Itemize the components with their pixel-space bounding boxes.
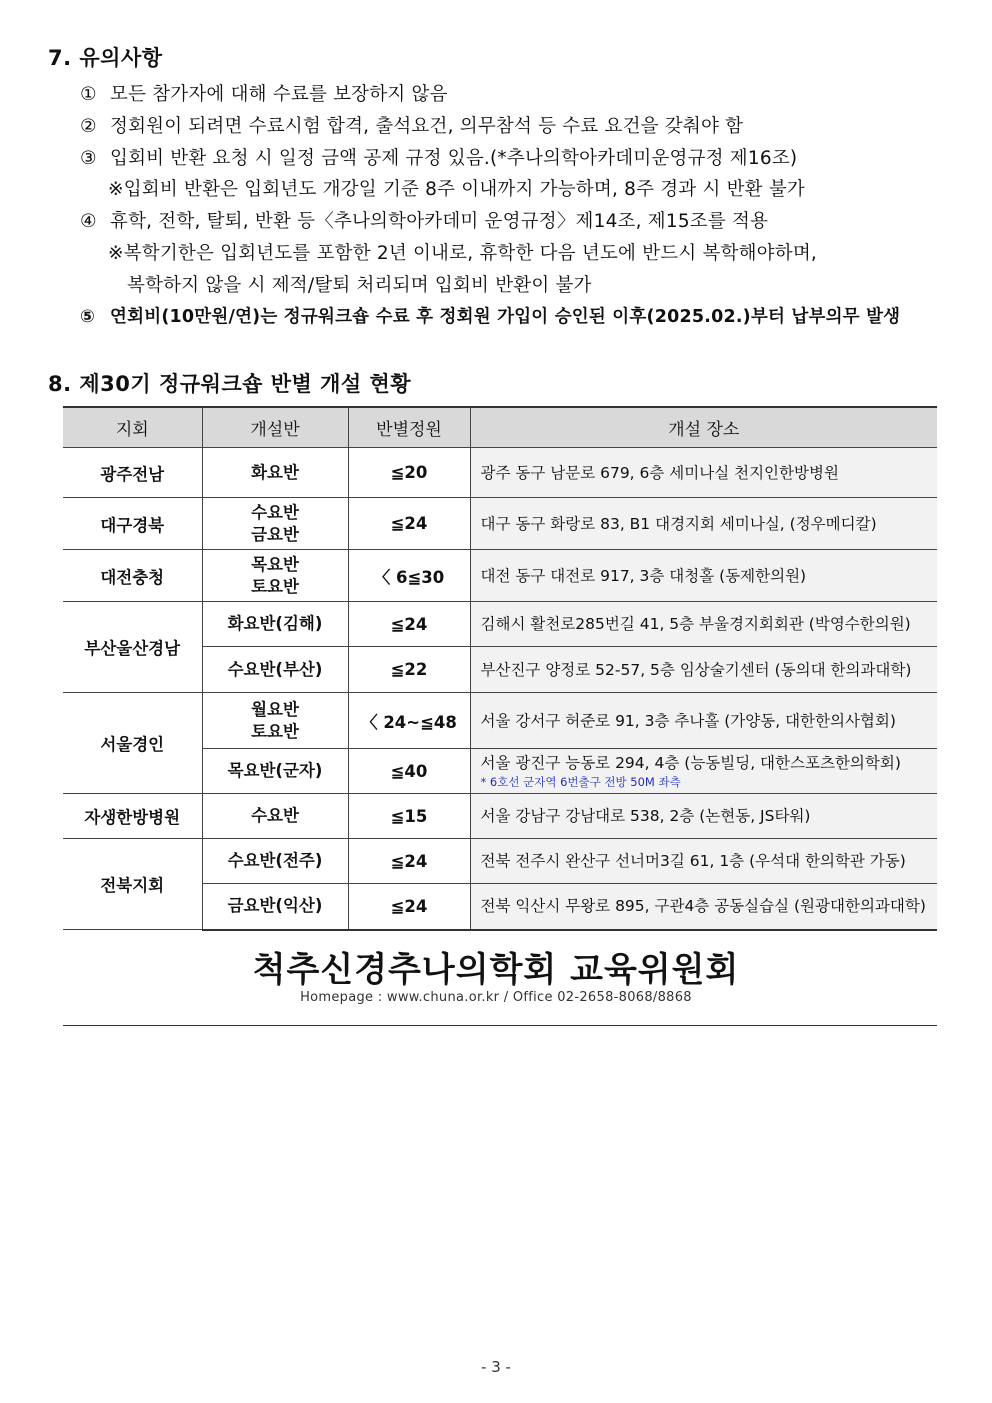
capacity-cell: ≦24: [348, 498, 470, 550]
location-text: 서울 강서구 허준로 91, 3층 추나홀 (가양동, 대한한의사협회): [480, 711, 896, 730]
class-label: 화요반(김해): [227, 614, 323, 633]
location-text: 전북 익산시 무왕로 895, 구관4층 공동실습실 (원광대한의과대학): [480, 897, 926, 916]
table-header-row: [63, 407, 937, 448]
class-label: 목요반(군자): [227, 761, 323, 780]
note-text: ※입회비 반환은 입회년도 개강일 기준 8주 이내까지 가능하며, 8주 경과 시 반환 불가: [108, 179, 805, 200]
table-row: [63, 794, 937, 839]
class-cell: [202, 884, 348, 930]
note-2: [80, 112, 743, 138]
class-label: 수요반: [251, 806, 299, 825]
capacity-cell: ≦24: [348, 884, 470, 930]
note-text: 복학하지 않을 시 제적/탈퇴 처리되며 입회비 반환이 불가: [127, 275, 592, 296]
class-cell: [202, 602, 348, 647]
note-number: ②: [80, 116, 97, 137]
note-text: ※복학기한은 입회년도를 포함한 2년 이내로, 휴학한 다음 년도에 반드시 복학해야하며,: [108, 243, 817, 264]
note-4-sub: [108, 239, 817, 265]
class-label: 금요반: [251, 524, 299, 544]
class-label: 금요반(익산): [227, 896, 323, 916]
location-text: 전북 전주시 완산구 선너머3길 61, 1층 (우석대 한의학관 가동): [480, 852, 906, 870]
location-note: * 6호선 군자역 6번출구 전방 50M 좌측: [480, 775, 681, 789]
class-cell: [202, 647, 348, 693]
location-cell: [470, 647, 937, 693]
note-text: 정회원이 되려면 수료시험 합격, 출석요건, 의무참석 등 수료 요건을 갖춰야 함: [110, 116, 744, 137]
branch-cell: 대전충청: [63, 550, 202, 602]
branch-cell: 대구경북: [63, 498, 202, 550]
note-5: [80, 303, 900, 328]
location-cell: [470, 550, 937, 602]
note-1: [80, 80, 448, 106]
note-number: ⑤: [80, 307, 96, 327]
capacity-cell: ≦24: [348, 839, 470, 884]
organization-name: 척추신경추나의학회 교육위원회: [252, 950, 740, 990]
note-text: 연회비(10만원/연)는 정규워크숍 수료 후 정회원 가입이 승인된 이후(2025.02.)부터 납부의무 발생: [110, 307, 901, 327]
class-label: 화요반: [251, 462, 299, 482]
branch-cell: 서울경인: [63, 693, 202, 794]
class-cell: [202, 794, 348, 839]
class-cell: [202, 749, 348, 794]
location-text: 김해시 활천로285번길 41, 5층 부울경지회회관 (박영수한의원): [480, 615, 911, 633]
table-row: [63, 550, 937, 602]
class-label: 토요반: [251, 576, 299, 596]
location-text: 대구 동구 화랑로 83, B1 대경지회 세미나실, (정우메디칼): [480, 514, 877, 533]
note-4-sub-cont: [127, 271, 592, 297]
location-cell: [470, 448, 937, 498]
note-text: 휴학, 전학, 탈퇴, 반환 등〈추나의학아카데미 운영규정〉제14조, 제15조를 적용: [110, 211, 769, 232]
header-location: 개설 장소: [470, 407, 937, 448]
page-number: - 3 -: [481, 1358, 511, 1376]
location-cell: [470, 884, 937, 930]
note-number: ③: [80, 148, 97, 169]
class-label: 수요반(부산): [227, 659, 323, 679]
location-cell: [470, 749, 937, 794]
class-cell: [202, 498, 348, 550]
table-row: [63, 448, 937, 498]
class-label: 수요반(전주): [227, 851, 323, 870]
branch-cell: 전북지회: [63, 839, 202, 930]
class-cell: [202, 693, 348, 749]
note-3: [80, 144, 797, 170]
location-cell: [470, 498, 937, 550]
location-cell: [470, 794, 937, 839]
location-cell: [470, 602, 937, 647]
header-branch: 지회: [63, 407, 202, 448]
capacity-cell: ≦20: [348, 448, 470, 498]
contact-info: Homepage : www.chuna.or.kr / Office 02-2658-8068/8868: [300, 990, 692, 1005]
location-text: 대전 동구 대전로 917, 3층 대청홀 (동제한의원): [480, 566, 807, 585]
section-8-title: 8. 제30기 정규워크숍 반별 개설 현황: [48, 372, 412, 396]
table-row: [63, 839, 937, 884]
note-text: 모든 참가자에 대해 수료를 보장하지 않음: [110, 84, 448, 105]
note-text: 입회비 반환 요청 시 일정 금액 공제 규정 있음.(*추나의학아카데미운영규정 제16조): [110, 148, 798, 169]
capacity-cell: ≦15: [348, 794, 470, 839]
table-row: [63, 498, 937, 550]
class-label: 월요반: [251, 699, 299, 719]
capacity-cell: ≦22: [348, 647, 470, 693]
note-number: ①: [80, 84, 97, 105]
location-cell: [470, 839, 937, 884]
class-cell: [202, 448, 348, 498]
note-4: [80, 207, 768, 233]
capacity-cell: ≦40: [348, 749, 470, 794]
capacity-cell: 〈 24~≦48: [348, 693, 470, 749]
capacity-cell: 〈 6≦30: [348, 550, 470, 602]
table-row: [63, 602, 937, 647]
capacity-cell: ≦24: [348, 602, 470, 647]
location-text: 광주 동구 남문로 679, 6층 세미나실 천지인한방병원: [480, 463, 839, 482]
location-text: 서울 강남구 강남대로 538, 2층 (논현동, JS타워): [480, 807, 811, 825]
class-schedule-table: [63, 406, 937, 931]
table-row: [63, 693, 937, 749]
class-cell: [202, 839, 348, 884]
branch-cell: 광주전남: [63, 448, 202, 498]
section-7-title: 7. 유의사항: [48, 46, 163, 70]
class-label: 목요반: [251, 554, 299, 574]
note-3-sub: [108, 175, 805, 201]
header-class: 개설반: [202, 407, 348, 448]
footer-divider: [63, 1025, 937, 1026]
location-cell: [470, 693, 937, 749]
location-text: 부산진구 양정로 52-57, 5층 임상술기센터 (동의대 한의과대학): [480, 660, 912, 679]
branch-cell: 부산울산경남: [63, 602, 202, 693]
class-cell: [202, 550, 348, 602]
class-label: 토요반: [251, 721, 299, 741]
note-number: ④: [80, 211, 97, 232]
header-capacity: 반별정원: [348, 407, 470, 448]
branch-cell: 자생한방병원: [63, 794, 202, 839]
class-label: 수요반: [251, 502, 299, 522]
location-text: 서울 광진구 능동로 294, 4층 (능동빌딩, 대한스포츠한의학회): [480, 754, 901, 772]
